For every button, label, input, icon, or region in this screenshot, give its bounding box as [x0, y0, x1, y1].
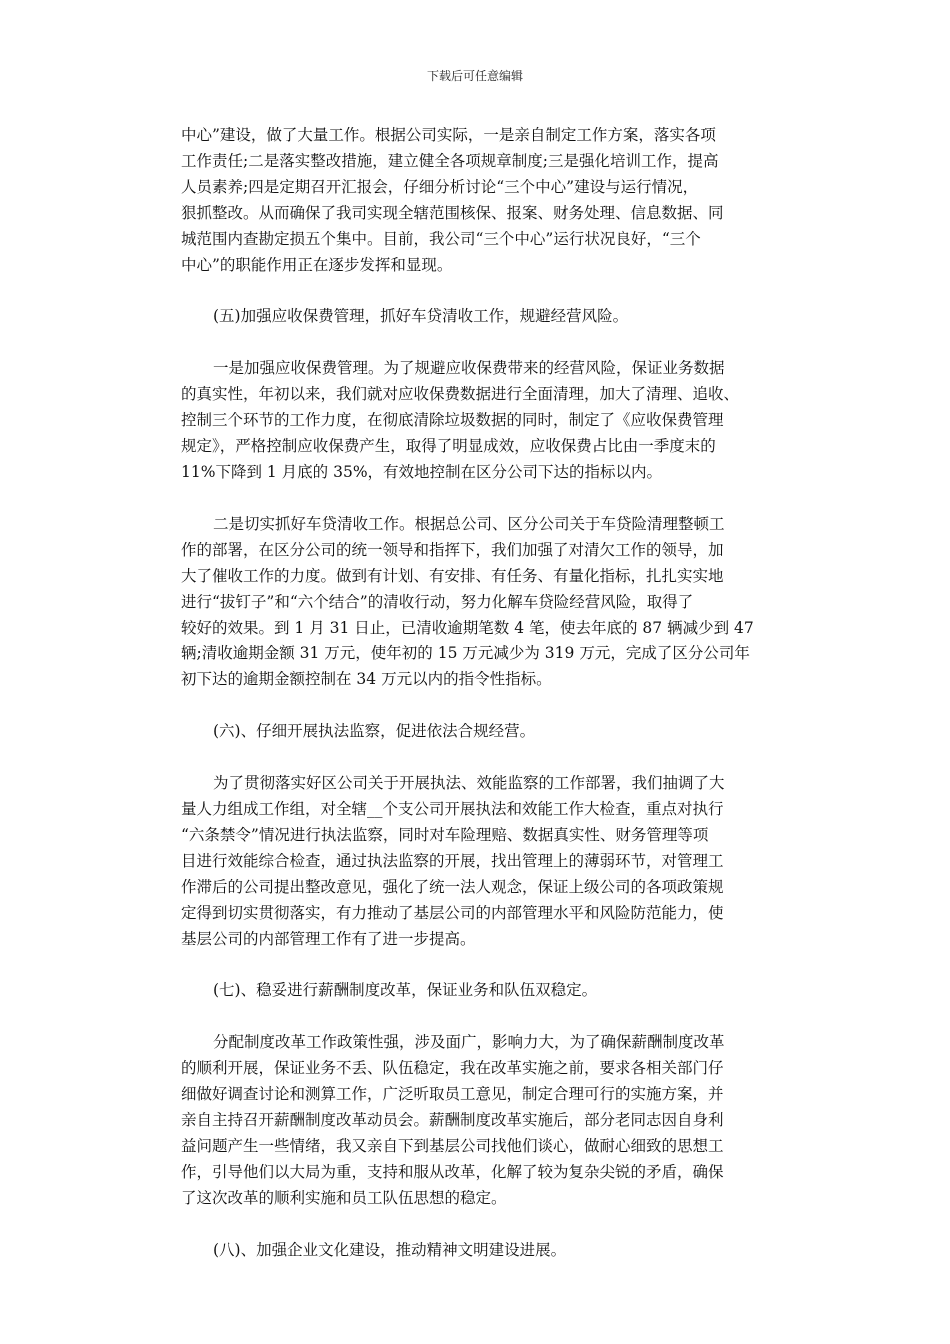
section-heading-5: (五)加强应收保费管理，抓好车贷清收工作，规避经营风险。: [213, 307, 629, 326]
text-line: 的顺利开展，保证业务不丢、队伍稳定，我在改革实施之前，要求各相关部门仔: [181, 1059, 724, 1078]
paragraph-salary-reform: [181, 1030, 773, 1211]
text-line: 规定》，严格控制应收保费产生，取得了明显成效，应收保费占比由一季度末的: [181, 437, 716, 456]
text-line: 城范围内查勘定损五个集中。目前，我公司“三个中心”运行状况良好，“三个: [181, 229, 701, 248]
text-line: 了这次改革的顺利实施和员工队伍思想的稳定。: [181, 1188, 507, 1207]
text-line: 为了贯彻落实好区公司关于开展执法、效能监察的工作部署，我们抽调了大: [213, 774, 725, 793]
text-line: 作，引导他们以大局为重，支持和服从改革，化解了较为复杂尖锐的矛盾，确保: [181, 1162, 724, 1181]
text-line: 狠抓整改。从而确保了我司实现全辖范围核保、报案、财务处理、信息数据、同: [181, 203, 724, 222]
text-line: 益问题产生一些情绪，我又亲自下到基层公司找他们谈心，做耐心细致的思想工: [181, 1137, 724, 1155]
text-line: 目进行效能综合检查，通过执法监察的开展，找出管理上的薄弱环节，对管理工: [181, 851, 724, 870]
text-line: 作的部署，在区分公司的统一领导和指挥下，我们加强了对清欠工作的领导，加: [181, 540, 724, 559]
page-header: 下载后可任意编辑: [426, 69, 523, 83]
paragraph-car-loan-collection: [181, 512, 773, 693]
text-line: 的真实性，年初以来，我们就对应收保费数据进行全面清理，加大了清理、追收、: [181, 385, 740, 404]
text-line: 工作责任;二是落实整改措施，建立健全各项规章制度;三是强化培训工作，提高: [181, 151, 719, 170]
text-line: 一是加强应收保费管理。为了规避应收保费带来的经营风险，保证业务数据: [213, 359, 725, 378]
paragraph-three-centers: [181, 123, 773, 278]
paragraph-receivables: [181, 356, 773, 486]
section-heading-8: (八)、加强企业文化建设，推动精神文明建设进展。: [213, 1240, 567, 1259]
text-line: 进行“拔钉子”和“六个结合”的清收行动，努力化解车贷险经营风险，取得了: [181, 592, 694, 611]
text-line: 亲自主持召开薪酬制度改革动员会。薪酬制度改革实施后，部分老同志因自身利: [181, 1111, 724, 1130]
paragraph-law-enforcement: [181, 771, 773, 952]
text-line: 细做好调查讨论和测算工作，广泛听取员工意见，制定合理可行的实施方案，并: [181, 1085, 724, 1104]
document-body: [181, 123, 773, 1290]
text-line: 初下达的逾期金额控制在 34 万元以内的指令性指标。: [181, 670, 552, 689]
text-line: 人员素养;四是定期召开汇报会，仔细分析讨论“三个中心”建设与运行情况，: [181, 177, 699, 196]
text-line: 作滞后的公司提出整改意见，强化了统一法人观念，保证上级公司的各项政策规: [181, 877, 724, 896]
text-line: 辆;清收逾期金额 31 万元，使年初的 15 万元减少为 319 万元，完成了区分公司年: [181, 644, 750, 663]
text-line: “六条禁令”情况进行执法监察，同时对车险理赔、数据真实性、财务管理等项: [181, 825, 709, 844]
text-line: 中心”的职能作用正在逐步发挥和显现。: [181, 255, 453, 274]
text-line: 二是切实抓好车贷清收工作。根据总公司、区分公司关于车贷险清理整顿工: [213, 514, 725, 533]
section-heading-7: (七)、稳妥进行薪酬制度改革，保证业务和队伍双稳定。: [213, 981, 598, 1000]
section-heading-6: (六)、仔细开展执法监察，促进依法合规经营。: [213, 722, 536, 741]
text-line: 量人力组成工作组，对全辖__个支公司开展执法和效能工作大检查，重点对执行: [181, 800, 724, 819]
text-line: 较好的效果。到 1 月 31 日止，已清收逾期笔数 4 笔，使去年底的 87 辆减少到 47: [181, 618, 754, 637]
text-line: 大了催收工作的力度。做到有计划、有安排、有任务、有量化指标，扎扎实实地: [181, 566, 724, 585]
text-line: 基层公司的内部管理工作有了进一步提高。: [181, 929, 476, 948]
text-line: 定得到切实贯彻落实，有力推动了基层公司的内部管理水平和风险防范能力，使: [181, 903, 724, 922]
text-line: 控制三个环节的工作力度，在彻底清除垃圾数据的同时，制定了《应收保费管理: [181, 411, 724, 430]
text-line: 中心”建设，做了大量工作。根据公司实际，一是亲自制定工作方案，落实各项: [181, 126, 716, 144]
text-line: 分配制度改革工作政策性强，涉及面广，影响力大，为了确保薪酬制度改革: [213, 1033, 725, 1052]
text-line: 11%下降到 1 月底的 35%，有效地控制在区分公司下达的指标以内。: [181, 462, 663, 481]
